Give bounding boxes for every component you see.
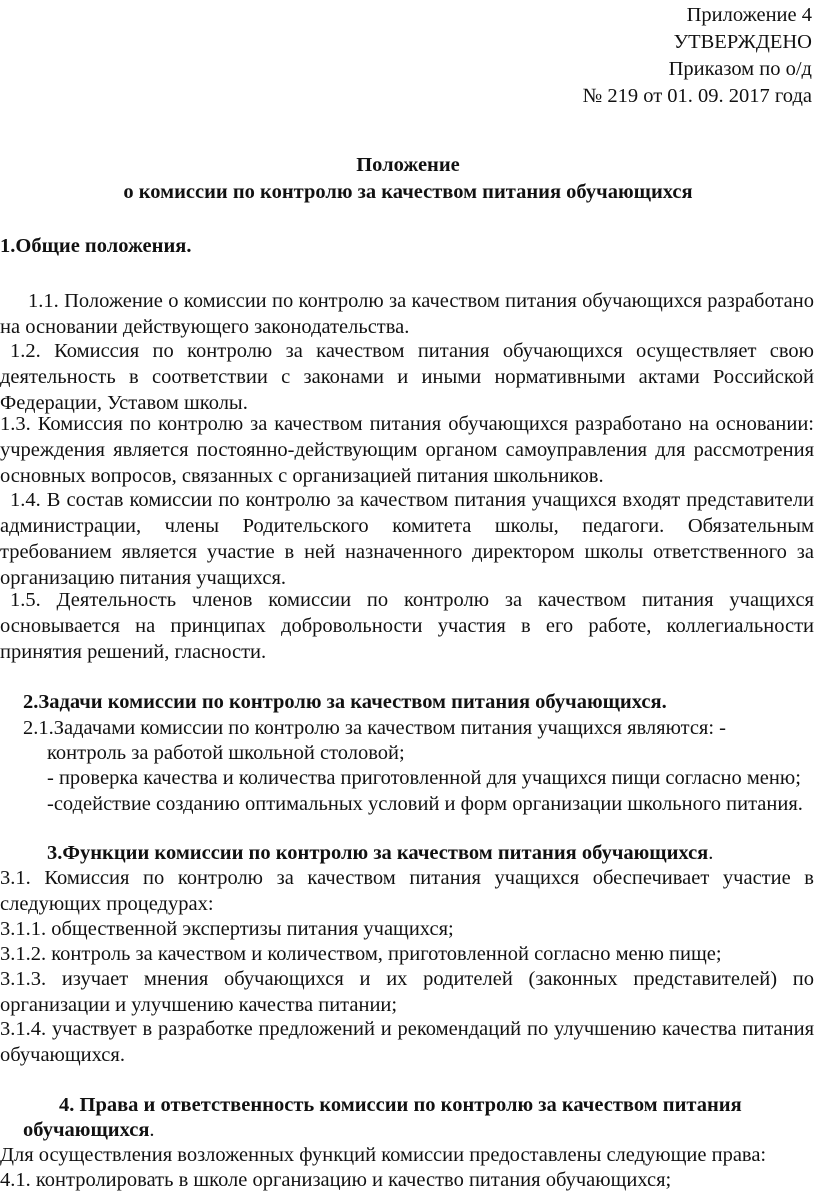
item-4-1: 4.1. контролировать в школе организацию и качество питания обучающихся; <box>0 1169 672 1191</box>
paragraph-1-3: 1.3. Комиссия по контролю за качеством питания обучающихся разработано на основании: учреждения является постоянно-действующим органом самоуправления для рассмотрения основных вопросов, связанных с организацией питания школьников. <box>0 413 814 487</box>
section-3-heading-text: 3.Функции комиссии по контролю за качеством питания обучающихся <box>47 842 709 864</box>
section-4-heading-line-1: 4. Права и ответственность комиссии по контролю за качеством питания <box>59 1094 742 1116</box>
section-4-intro: Для осуществления возложенных функций комиссии предоставлены следующие права: <box>0 1144 767 1166</box>
paragraph-1-2: 1.2. Комиссия по контролю за качеством питания обучающихся осуществляет свою деятельность в соответствии с законами и иными нормативными актами Российской Федерации, Уставом школы. <box>0 340 814 414</box>
item-3-1-3: 3.1.3. изучает мнения обучающихся и их родителей (законных представителей) по организации и улучшению качества питании; <box>0 968 814 1016</box>
appendix-label: Приложение 4 <box>686 4 812 26</box>
section-2-line-2: контроль за работой школьной столовой; <box>47 742 405 764</box>
paragraph-1-1: 1.1. Положение о комиссии по контролю за качеством питания обучающихся разработано на основании действующего законодательства. <box>0 290 814 338</box>
section-4-heading-line-2 <box>23 1117 155 1143</box>
approved-label: УТВЕРЖДЕНО <box>673 31 812 53</box>
section-2-line-4: -содействие созданию оптимальных условий и форм организации школьного питания. <box>47 793 803 815</box>
item-3-1-1: 3.1.1. общественной экспертизы питания учащихся; <box>0 918 454 940</box>
order-number: № 219 от 01. 09. 2017 года <box>582 85 812 107</box>
paragraph-1-4: 1.4. В состав комиссии по контролю за качеством питания учащихся входят представители администрации, члены Родительского комитета школы, педагоги. Обязательным требованием является участие в ней назначенного директором школы ответственного за организацию питания учащихся. <box>0 489 814 589</box>
paragraph-3-1: 3.1. Комиссия по контролю за качеством питания учащихся обеспечивает участие в следующих процедурах: <box>0 867 814 915</box>
document-title: Положение <box>356 154 460 176</box>
section-2-line-1: 2.1.Задачами комиссии по контролю за качеством питания учащихся являются: - <box>23 717 727 739</box>
section-1-heading: 1.Общие положения. <box>0 235 192 257</box>
section-3-heading <box>47 840 713 866</box>
section-2-heading: 2.Задачи комиссии по контролю за качеством питания обучающихся. <box>23 691 667 713</box>
order-label: Приказом по о/д <box>668 58 812 80</box>
approval-header <box>583 2 812 110</box>
item-3-1-2: 3.1.2. контроль за качеством и количеством, приготовленной согласно меню пище; <box>0 943 722 965</box>
document-subtitle: о комиссии по контролю за качеством питания обучающихся <box>123 181 693 203</box>
section-4-heading-text: обучающихся <box>23 1119 150 1141</box>
paragraph-1-5: 1.5. Деятельность членов комиссии по контролю за качеством питания учащихся основывается на принципах добровольности участия в его работе, коллегиальности принятия решений, гласности. <box>0 589 814 663</box>
section-3-heading-dot: . <box>708 842 714 864</box>
section-4-heading-dot: . <box>149 1119 155 1141</box>
section-2-line-3: - проверка качества и количества приготовленной для учащихся пищи согласно меню; <box>47 767 801 789</box>
item-3-1-4: 3.1.4. участвует в разработке предложений и рекомендаций по улучшению качества питания обучающихся. <box>0 1018 814 1066</box>
